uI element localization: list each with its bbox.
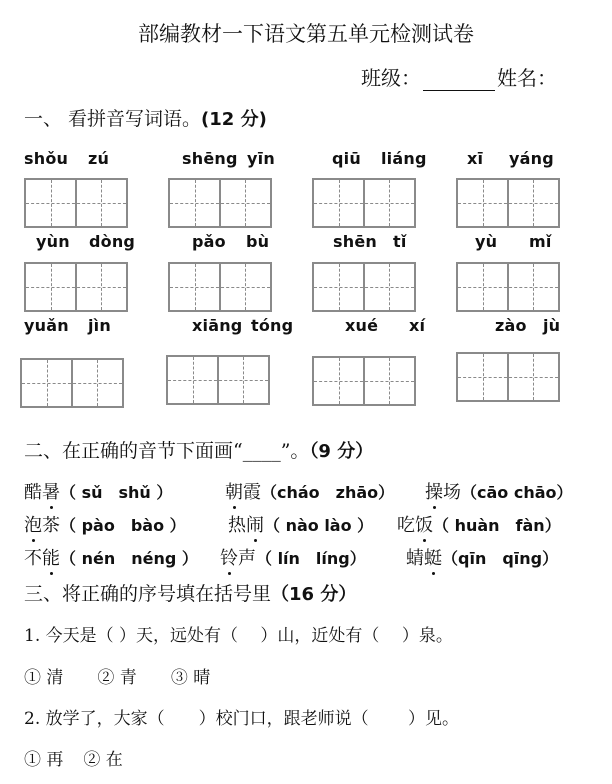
pronunciation-item-4: 泡茶（ pào bào ） — [24, 515, 186, 536]
q2-option-2: ② 在 — [83, 750, 123, 770]
pinyin-10b: tóng — [251, 316, 294, 335]
section3-title: 三、将正确的序号填在括号里 — [24, 583, 272, 605]
pinyin-7a: shēn — [333, 232, 377, 251]
pronunciation-item-3: 操场（cāo chāo） — [425, 482, 573, 503]
q1-option-2: ② 青 — [97, 668, 137, 688]
q1-option-3: ③ 晴 — [170, 668, 211, 688]
writing-grid-11[interactable] — [312, 356, 416, 406]
writing-grid-12[interactable] — [456, 352, 560, 402]
pinyin-6b: bù — [246, 232, 270, 251]
pronunciation-item-2: 朝霞（cháo zhāo） — [225, 482, 395, 503]
pronunciation-item-8: 铃声（ lín líng） — [220, 548, 366, 569]
q1-option-1: ① 清 — [24, 668, 64, 688]
writing-grid-7[interactable] — [312, 262, 416, 312]
pinyin-11b: xí — [409, 316, 426, 335]
writing-grid-3[interactable] — [312, 178, 416, 228]
question-2-options — [24, 745, 123, 770]
writing-grid-10[interactable] — [166, 355, 270, 405]
section2-heading — [24, 436, 373, 463]
q2-option-1: ① 再 — [24, 750, 64, 770]
pinyin-5b: dòng — [89, 232, 136, 251]
section2-score: （9 分） — [309, 441, 374, 462]
question-1: 1. 今天是（ ）天，远处有（ ）山，近处有（ ）泉。 — [24, 626, 453, 646]
writing-grid-5[interactable] — [24, 262, 128, 312]
section1-title: 一、 看拼音写词语。 — [24, 108, 202, 130]
class-name-line — [361, 62, 557, 91]
pronunciation-options-5[interactable]: （ nào lào ） — [264, 516, 374, 535]
pinyin-10a: xiāng — [192, 316, 243, 335]
question-2: 2. 放学了，大家（ ）校门口，跟老师说（ ）见。 — [24, 709, 460, 729]
section2-title: 二、在正确的音节下面画“____”。 — [24, 440, 310, 462]
section3-score: （16 分） — [271, 584, 357, 605]
pinyin-4b: yáng — [509, 149, 554, 168]
pinyin-3a: qiū — [332, 149, 361, 168]
pronunciation-options-3[interactable]: （cāo chāo） — [461, 483, 573, 502]
writing-grid-4[interactable] — [456, 178, 560, 228]
writing-grid-1[interactable] — [24, 178, 128, 228]
pronunciation-item-6: 吃饭（ huàn fàn） — [397, 515, 561, 536]
pinyin-5a: yùn — [36, 232, 70, 251]
section1-score: (12 分) — [201, 109, 267, 130]
section3-heading — [24, 579, 356, 606]
writing-grid-9[interactable] — [20, 358, 124, 408]
pinyin-12a: zào — [495, 316, 527, 335]
pinyin-9a: yuǎn — [24, 316, 69, 335]
pinyin-8b: mǐ — [529, 232, 552, 251]
pronunciation-item-5: 热闹（ nào lào ） — [228, 515, 374, 536]
pronunciation-item-1: 酷暑（ sǔ shǔ ） — [24, 482, 173, 503]
pinyin-1a: shǒu — [24, 149, 69, 168]
pinyin-6a: pǎo — [192, 232, 226, 251]
pinyin-2b: yīn — [247, 149, 275, 168]
writing-grid-6[interactable] — [168, 262, 272, 312]
pronunciation-options-4[interactable]: （ pào bào ） — [60, 516, 186, 535]
class-blank[interactable] — [423, 70, 495, 91]
writing-grid-8[interactable] — [456, 262, 560, 312]
pinyin-12b: jù — [543, 316, 561, 335]
pinyin-9b: jìn — [88, 316, 111, 335]
section1-heading — [24, 104, 267, 131]
name-label: 姓名： — [497, 66, 557, 90]
pinyin-2a: shēng — [182, 149, 238, 168]
pinyin-1b: zú — [88, 149, 110, 168]
pronunciation-options-6[interactable]: （ huàn fàn） — [433, 516, 561, 535]
writing-grid-2[interactable] — [168, 178, 272, 228]
pinyin-11a: xué — [345, 316, 379, 335]
class-label: 班级： — [361, 66, 421, 90]
pinyin-7b: tǐ — [393, 232, 407, 251]
page-title: 部编教材一下语文第五单元检测试卷 — [138, 22, 474, 46]
pronunciation-options-8[interactable]: （ lín líng） — [256, 549, 366, 568]
pinyin-4a: xī — [467, 149, 484, 168]
pinyin-3b: liáng — [381, 149, 427, 168]
pinyin-8a: yù — [475, 232, 498, 251]
pronunciation-item-7: 不能（ nén néng ） — [24, 548, 198, 569]
pronunciation-options-2[interactable]: （cháo zhāo） — [261, 483, 395, 502]
question-1-options — [24, 663, 210, 688]
pronunciation-item-9: 蜻蜓（qīn qīng） — [406, 548, 559, 569]
pronunciation-options-1[interactable]: （ sǔ shǔ ） — [60, 483, 173, 502]
pronunciation-options-7[interactable]: （ nén néng ） — [60, 549, 198, 568]
pronunciation-options-9[interactable]: （qīn qīng） — [442, 549, 559, 568]
